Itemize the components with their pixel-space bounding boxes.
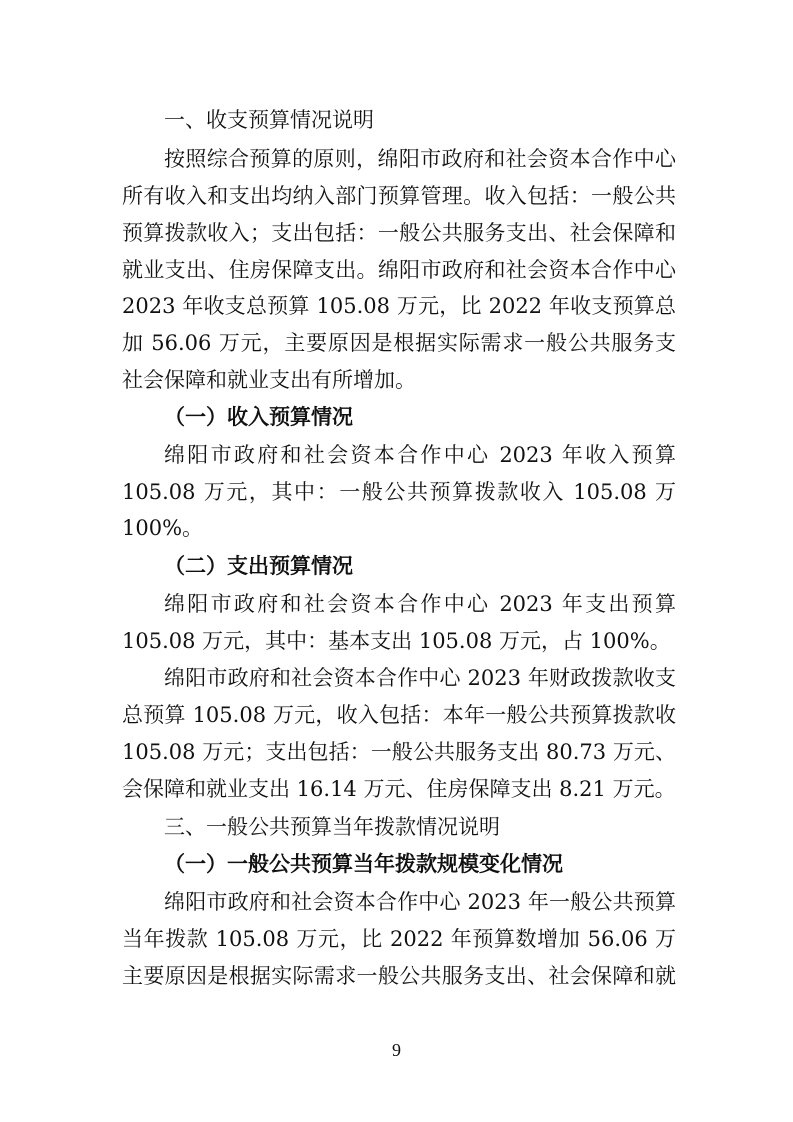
page-number: 9	[392, 1040, 401, 1060]
paragraph-line: 总预算 105.08 万元，收入包括：本年一般公共预算拨款收	[122, 703, 676, 727]
section-heading-appropriation: 三、一般公共预算当年拨款情况说明	[164, 815, 500, 839]
paragraph-line: 100%。	[122, 516, 204, 540]
section-heading-budget-overview: 一、收支预算情况说明	[164, 108, 374, 132]
paragraph-line: 105.08 万元；支出包括：一般公共服务支出 80.73 万元、	[122, 740, 676, 764]
paragraph-line: 当年拨款 105.08 万元，比 2022 年预算数增加 56.06 万	[122, 927, 676, 951]
paragraph-line: 绵阳市政府和社会资本合作中心 2023 年财政拨款收支	[164, 666, 676, 690]
paragraph-line: 105.08 万元，其中：基本支出 105.08 万元，占 100%。	[122, 629, 671, 653]
paragraph-line: 预算拨款收入；支出包括：一般公共服务支出、社会保障和	[122, 221, 676, 245]
paragraph-line: 加 56.06 万元，主要原因是根据实际需求一般公共服务支	[122, 331, 676, 355]
subheading-expense-budget: （二）支出预算情况	[164, 554, 353, 578]
paragraph-line: 绵阳市政府和社会资本合作中心 2023 年收入预算	[164, 443, 676, 467]
paragraph-line: 2023 年收支总预算 105.08 万元，比 2022 年收支预算总	[122, 294, 676, 318]
paragraph-line: 主要原因是根据实际需求一般公共服务支出、社会保障和就	[122, 964, 676, 988]
paragraph-line: 会保障和就业支出 16.14 万元、住房保障支出 8.21 万元。	[122, 777, 676, 801]
paragraph-line: 所有收入和支出均纳入部门预算管理。收入包括：一般公共	[122, 184, 676, 208]
subheading-income-budget: （一）收入预算情况	[164, 405, 353, 429]
paragraph-line: 绵阳市政府和社会资本合作中心 2023 年一般公共预算	[164, 890, 676, 914]
paragraph-line: 105.08 万元，其中：一般公共预算拨款收入 105.08 万	[122, 480, 676, 504]
subheading-appropriation-scale: （一）一般公共预算当年拨款规模变化情况	[164, 852, 563, 876]
paragraph-line: 按照综合预算的原则，绵阳市政府和社会资本合作中心	[164, 147, 676, 171]
paragraph-line: 就业支出、住房保障支出。绵阳市政府和社会资本合作中心	[122, 258, 676, 282]
paragraph-line: 社会保障和就业支出有所增加。	[122, 368, 416, 392]
paragraph-line: 绵阳市政府和社会资本合作中心 2023 年支出预算	[164, 592, 676, 616]
